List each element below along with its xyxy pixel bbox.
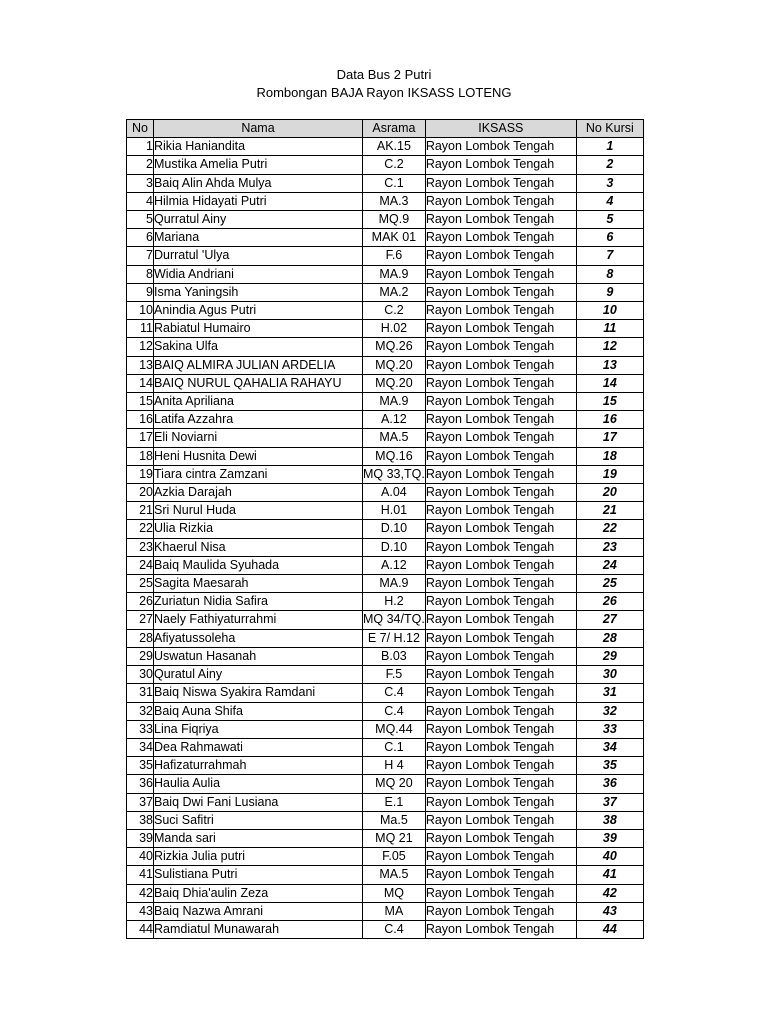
table-row	[127, 192, 644, 210]
cell-nama: Hafizaturrahmah	[154, 757, 363, 775]
cell-asrama: F.6	[363, 247, 426, 265]
cell-asrama: H.2	[363, 593, 426, 611]
table-row	[127, 429, 644, 447]
cell-iksass: Rayon Lombok Tengah	[425, 902, 576, 920]
cell-asrama: MQ.20	[363, 374, 426, 392]
cell-nama: BAIQ ALMIRA JULIAN ARDELIA	[154, 356, 363, 374]
cell-no-kursi: 12	[576, 338, 643, 356]
table-row	[127, 811, 644, 829]
cell-asrama: E.1	[363, 793, 426, 811]
cell-asrama: C.1	[363, 174, 426, 192]
table-row	[127, 283, 644, 301]
cell-no-kursi: 25	[576, 575, 643, 593]
cell-asrama: C.4	[363, 920, 426, 938]
cell-no: 22	[127, 520, 154, 538]
table-row	[127, 484, 644, 502]
cell-asrama: A.12	[363, 556, 426, 574]
cell-iksass: Rayon Lombok Tengah	[425, 647, 576, 665]
cell-no: 41	[127, 866, 154, 884]
cell-iksass: Rayon Lombok Tengah	[425, 283, 576, 301]
table-row	[127, 593, 644, 611]
cell-no-kursi: 4	[576, 192, 643, 210]
cell-asrama: F.05	[363, 848, 426, 866]
cell-no: 31	[127, 684, 154, 702]
cell-no-kursi: 37	[576, 793, 643, 811]
cell-no-kursi: 6	[576, 229, 643, 247]
cell-asrama: H 4	[363, 757, 426, 775]
cell-no-kursi: 44	[576, 920, 643, 938]
cell-nama: Lina Fiqriya	[154, 720, 363, 738]
cell-iksass: Rayon Lombok Tengah	[425, 611, 576, 629]
cell-nama: Baiq Auna Shifa	[154, 702, 363, 720]
table-row	[127, 775, 644, 793]
cell-asrama: MA.9	[363, 393, 426, 411]
table-row	[127, 702, 644, 720]
cell-asrama: MQ	[363, 884, 426, 902]
cell-iksass: Rayon Lombok Tengah	[425, 411, 576, 429]
cell-iksass: Rayon Lombok Tengah	[425, 866, 576, 884]
cell-no-kursi: 22	[576, 520, 643, 538]
cell-no-kursi: 42	[576, 884, 643, 902]
cell-no-kursi: 36	[576, 775, 643, 793]
table-row	[127, 356, 644, 374]
table-row	[127, 829, 644, 847]
cell-nama: Rabiatul Humairo	[154, 320, 363, 338]
cell-iksass: Rayon Lombok Tengah	[425, 229, 576, 247]
table-row	[127, 320, 644, 338]
table-row	[127, 738, 644, 756]
cell-nama: Durratul 'Ulya	[154, 247, 363, 265]
table-row	[127, 211, 644, 229]
cell-nama: Ulia Rizkia	[154, 520, 363, 538]
cell-nama: Sulistiana Putri	[154, 866, 363, 884]
cell-asrama: D.10	[363, 520, 426, 538]
cell-no-kursi: 17	[576, 429, 643, 447]
cell-asrama: C.2	[363, 302, 426, 320]
table-row	[127, 866, 644, 884]
table-row	[127, 611, 644, 629]
cell-asrama: C.2	[363, 156, 426, 174]
cell-no-kursi: 2	[576, 156, 643, 174]
table-row	[127, 902, 644, 920]
header-no-kursi: No Kursi	[576, 120, 643, 138]
cell-nama: Manda sari	[154, 829, 363, 847]
cell-iksass: Rayon Lombok Tengah	[425, 429, 576, 447]
cell-asrama: MQ.20	[363, 356, 426, 374]
cell-no: 25	[127, 575, 154, 593]
table-row	[127, 520, 644, 538]
cell-iksass: Rayon Lombok Tengah	[425, 556, 576, 574]
cell-iksass: Rayon Lombok Tengah	[425, 393, 576, 411]
cell-nama: Widia Andriani	[154, 265, 363, 283]
header-nama: Nama	[154, 120, 363, 138]
cell-no: 16	[127, 411, 154, 429]
table-row	[127, 793, 644, 811]
cell-no: 18	[127, 447, 154, 465]
cell-nama: Rizkia Julia putri	[154, 848, 363, 866]
cell-no-kursi: 41	[576, 866, 643, 884]
cell-no-kursi: 38	[576, 811, 643, 829]
cell-iksass: Rayon Lombok Tengah	[425, 538, 576, 556]
cell-iksass: Rayon Lombok Tengah	[425, 320, 576, 338]
cell-asrama: MA.5	[363, 429, 426, 447]
cell-no-kursi: 13	[576, 356, 643, 374]
cell-iksass: Rayon Lombok Tengah	[425, 447, 576, 465]
table-row	[127, 447, 644, 465]
cell-asrama: MAK 01	[363, 229, 426, 247]
cell-no-kursi: 11	[576, 320, 643, 338]
cell-asrama: MQ 33,TQ.	[363, 465, 426, 483]
cell-iksass: Rayon Lombok Tengah	[425, 684, 576, 702]
cell-no: 29	[127, 647, 154, 665]
cell-no: 2	[127, 156, 154, 174]
cell-iksass: Rayon Lombok Tengah	[425, 629, 576, 647]
table-row	[127, 502, 644, 520]
cell-iksass: Rayon Lombok Tengah	[425, 338, 576, 356]
cell-asrama: D.10	[363, 538, 426, 556]
cell-no-kursi: 23	[576, 538, 643, 556]
cell-asrama: MQ.26	[363, 338, 426, 356]
cell-iksass: Rayon Lombok Tengah	[425, 211, 576, 229]
cell-asrama: C.4	[363, 702, 426, 720]
cell-nama: Baiq Dhia'aulin Zeza	[154, 884, 363, 902]
cell-no: 40	[127, 848, 154, 866]
cell-no: 5	[127, 211, 154, 229]
cell-iksass: Rayon Lombok Tengah	[425, 702, 576, 720]
cell-no: 42	[127, 884, 154, 902]
cell-no: 39	[127, 829, 154, 847]
cell-no: 27	[127, 611, 154, 629]
cell-no: 9	[127, 283, 154, 301]
cell-iksass: Rayon Lombok Tengah	[425, 374, 576, 392]
cell-no-kursi: 16	[576, 411, 643, 429]
cell-asrama: MA	[363, 902, 426, 920]
cell-iksass: Rayon Lombok Tengah	[425, 156, 576, 174]
cell-no: 20	[127, 484, 154, 502]
cell-nama: Quratul Ainy	[154, 666, 363, 684]
cell-asrama: A.04	[363, 484, 426, 502]
cell-no-kursi: 21	[576, 502, 643, 520]
table-row	[127, 538, 644, 556]
cell-asrama: H.01	[363, 502, 426, 520]
cell-iksass: Rayon Lombok Tengah	[425, 848, 576, 866]
cell-nama: Dea Rahmawati	[154, 738, 363, 756]
cell-iksass: Rayon Lombok Tengah	[425, 302, 576, 320]
cell-iksass: Rayon Lombok Tengah	[425, 829, 576, 847]
cell-no: 4	[127, 192, 154, 210]
cell-iksass: Rayon Lombok Tengah	[425, 465, 576, 483]
cell-nama: Eli Noviarni	[154, 429, 363, 447]
cell-nama: Anindia Agus Putri	[154, 302, 363, 320]
cell-iksass: Rayon Lombok Tengah	[425, 520, 576, 538]
cell-no: 33	[127, 720, 154, 738]
table-row	[127, 174, 644, 192]
table-row	[127, 884, 644, 902]
cell-iksass: Rayon Lombok Tengah	[425, 793, 576, 811]
cell-no-kursi: 28	[576, 629, 643, 647]
cell-no: 15	[127, 393, 154, 411]
cell-no-kursi: 43	[576, 902, 643, 920]
cell-asrama: MQ.44	[363, 720, 426, 738]
cell-no-kursi: 31	[576, 684, 643, 702]
cell-iksass: Rayon Lombok Tengah	[425, 811, 576, 829]
cell-nama: Isma Yaningsih	[154, 283, 363, 301]
cell-no-kursi: 33	[576, 720, 643, 738]
cell-nama: Latifa Azzahra	[154, 411, 363, 429]
cell-no-kursi: 9	[576, 283, 643, 301]
cell-no-kursi: 34	[576, 738, 643, 756]
cell-asrama: H.02	[363, 320, 426, 338]
passenger-table	[126, 119, 644, 939]
cell-no-kursi: 18	[576, 447, 643, 465]
cell-no: 7	[127, 247, 154, 265]
cell-no: 12	[127, 338, 154, 356]
cell-no-kursi: 7	[576, 247, 643, 265]
table-row	[127, 265, 644, 283]
cell-no-kursi: 8	[576, 265, 643, 283]
cell-nama: Hilmia Hidayati Putri	[154, 192, 363, 210]
cell-asrama: AK.15	[363, 138, 426, 156]
cell-no: 11	[127, 320, 154, 338]
cell-no-kursi: 20	[576, 484, 643, 502]
cell-asrama: MQ.9	[363, 211, 426, 229]
cell-no: 37	[127, 793, 154, 811]
cell-iksass: Rayon Lombok Tengah	[425, 575, 576, 593]
cell-iksass: Rayon Lombok Tengah	[425, 192, 576, 210]
cell-nama: Baiq Dwi Fani Lusiana	[154, 793, 363, 811]
cell-nama: Tiara cintra Zamzani	[154, 465, 363, 483]
cell-nama: Mariana	[154, 229, 363, 247]
cell-nama: Sakina Ulfa	[154, 338, 363, 356]
table-row	[127, 920, 644, 938]
cell-iksass: Rayon Lombok Tengah	[425, 265, 576, 283]
cell-nama: Khaerul Nisa	[154, 538, 363, 556]
cell-no: 14	[127, 374, 154, 392]
cell-nama: Rikia Haniandita	[154, 138, 363, 156]
cell-no: 35	[127, 757, 154, 775]
cell-nama: Sagita Maesarah	[154, 575, 363, 593]
table-row	[127, 720, 644, 738]
cell-iksass: Rayon Lombok Tengah	[425, 502, 576, 520]
cell-asrama: MA.3	[363, 192, 426, 210]
cell-no-kursi: 14	[576, 374, 643, 392]
table-row	[127, 156, 644, 174]
cell-iksass: Rayon Lombok Tengah	[425, 920, 576, 938]
cell-nama: Anita Apriliana	[154, 393, 363, 411]
cell-nama: Afiyatussoleha	[154, 629, 363, 647]
table-row	[127, 848, 644, 866]
cell-iksass: Rayon Lombok Tengah	[425, 884, 576, 902]
cell-iksass: Rayon Lombok Tengah	[425, 174, 576, 192]
table-row	[127, 556, 644, 574]
cell-no-kursi: 40	[576, 848, 643, 866]
header-asrama: Asrama	[363, 120, 426, 138]
cell-no-kursi: 26	[576, 593, 643, 611]
cell-no: 44	[127, 920, 154, 938]
cell-nama: BAIQ NURUL QAHALIA RAHAYU	[154, 374, 363, 392]
table-row	[127, 575, 644, 593]
table-row	[127, 629, 644, 647]
cell-nama: Baiq Nazwa Amrani	[154, 902, 363, 920]
table-row	[127, 465, 644, 483]
cell-iksass: Rayon Lombok Tengah	[425, 720, 576, 738]
cell-asrama: Ma.5	[363, 811, 426, 829]
cell-no-kursi: 1	[576, 138, 643, 156]
cell-asrama: MA.9	[363, 575, 426, 593]
cell-nama: Heni Husnita Dewi	[154, 447, 363, 465]
cell-no: 19	[127, 465, 154, 483]
cell-no: 3	[127, 174, 154, 192]
cell-nama: Baiq Alin Ahda Mulya	[154, 174, 363, 192]
cell-no: 32	[127, 702, 154, 720]
document-subtitle: Rombongan BAJA Rayon IKSASS LOTENG	[256, 85, 512, 100]
cell-nama: Ramdiatul Munawarah	[154, 920, 363, 938]
cell-no: 6	[127, 229, 154, 247]
cell-asrama: MQ 21	[363, 829, 426, 847]
cell-asrama: MQ.16	[363, 447, 426, 465]
cell-no-kursi: 29	[576, 647, 643, 665]
table-row	[127, 393, 644, 411]
cell-no-kursi: 30	[576, 666, 643, 684]
cell-nama: Azkia Darajah	[154, 484, 363, 502]
cell-nama: Zuriatun Nidia Safira	[154, 593, 363, 611]
table-row	[127, 302, 644, 320]
table-row	[127, 229, 644, 247]
table-row	[127, 647, 644, 665]
cell-asrama: MA.9	[363, 265, 426, 283]
cell-nama: Uswatun Hasanah	[154, 647, 363, 665]
header-iksass: IKSASS	[425, 120, 576, 138]
cell-iksass: Rayon Lombok Tengah	[425, 247, 576, 265]
cell-no-kursi: 3	[576, 174, 643, 192]
cell-no: 30	[127, 666, 154, 684]
cell-asrama: MQ 20	[363, 775, 426, 793]
cell-asrama: MA.2	[363, 283, 426, 301]
cell-asrama: E 7/ H.12	[363, 629, 426, 647]
table-row	[127, 374, 644, 392]
cell-iksass: Rayon Lombok Tengah	[425, 775, 576, 793]
table-row	[127, 247, 644, 265]
cell-no: 13	[127, 356, 154, 374]
header-no: No	[127, 120, 154, 138]
cell-no-kursi: 39	[576, 829, 643, 847]
cell-no-kursi: 19	[576, 465, 643, 483]
cell-asrama: B.03	[363, 647, 426, 665]
cell-iksass: Rayon Lombok Tengah	[425, 593, 576, 611]
table-header-row	[127, 120, 644, 138]
cell-nama: Haulia Aulia	[154, 775, 363, 793]
cell-nama: Baiq Niswa Syakira Ramdani	[154, 684, 363, 702]
cell-no: 1	[127, 138, 154, 156]
cell-iksass: Rayon Lombok Tengah	[425, 666, 576, 684]
cell-iksass: Rayon Lombok Tengah	[425, 138, 576, 156]
table-row	[127, 757, 644, 775]
cell-no: 8	[127, 265, 154, 283]
cell-iksass: Rayon Lombok Tengah	[425, 757, 576, 775]
cell-no: 34	[127, 738, 154, 756]
cell-no-kursi: 5	[576, 211, 643, 229]
cell-asrama: C.4	[363, 684, 426, 702]
cell-no-kursi: 24	[576, 556, 643, 574]
cell-no-kursi: 32	[576, 702, 643, 720]
cell-asrama: C.1	[363, 738, 426, 756]
cell-nama: Baiq Maulida Syuhada	[154, 556, 363, 574]
cell-no-kursi: 27	[576, 611, 643, 629]
table-body	[127, 138, 644, 939]
cell-no: 21	[127, 502, 154, 520]
cell-no: 26	[127, 593, 154, 611]
cell-nama: Suci Safitri	[154, 811, 363, 829]
cell-asrama: MA.5	[363, 866, 426, 884]
cell-no: 17	[127, 429, 154, 447]
table-row	[127, 338, 644, 356]
cell-asrama: A.12	[363, 411, 426, 429]
cell-no-kursi: 15	[576, 393, 643, 411]
cell-iksass: Rayon Lombok Tengah	[425, 484, 576, 502]
table-row	[127, 666, 644, 684]
cell-no-kursi: 10	[576, 302, 643, 320]
cell-no: 23	[127, 538, 154, 556]
table-row	[127, 411, 644, 429]
cell-no: 36	[127, 775, 154, 793]
cell-nama: Naely Fathiyaturrahmi	[154, 611, 363, 629]
table-row	[127, 138, 644, 156]
cell-nama: Qurratul Ainy	[154, 211, 363, 229]
cell-no: 38	[127, 811, 154, 829]
cell-asrama: MQ 34/TQ.	[363, 611, 426, 629]
cell-no: 43	[127, 902, 154, 920]
document-title: Data Bus 2 Putri	[336, 67, 432, 82]
cell-no: 10	[127, 302, 154, 320]
cell-iksass: Rayon Lombok Tengah	[425, 356, 576, 374]
cell-nama: Mustika Amelia Putri	[154, 156, 363, 174]
cell-no: 24	[127, 556, 154, 574]
cell-no-kursi: 35	[576, 757, 643, 775]
table-row	[127, 684, 644, 702]
cell-no: 28	[127, 629, 154, 647]
cell-nama: Sri Nurul Huda	[154, 502, 363, 520]
cell-iksass: Rayon Lombok Tengah	[425, 738, 576, 756]
cell-asrama: F.5	[363, 666, 426, 684]
